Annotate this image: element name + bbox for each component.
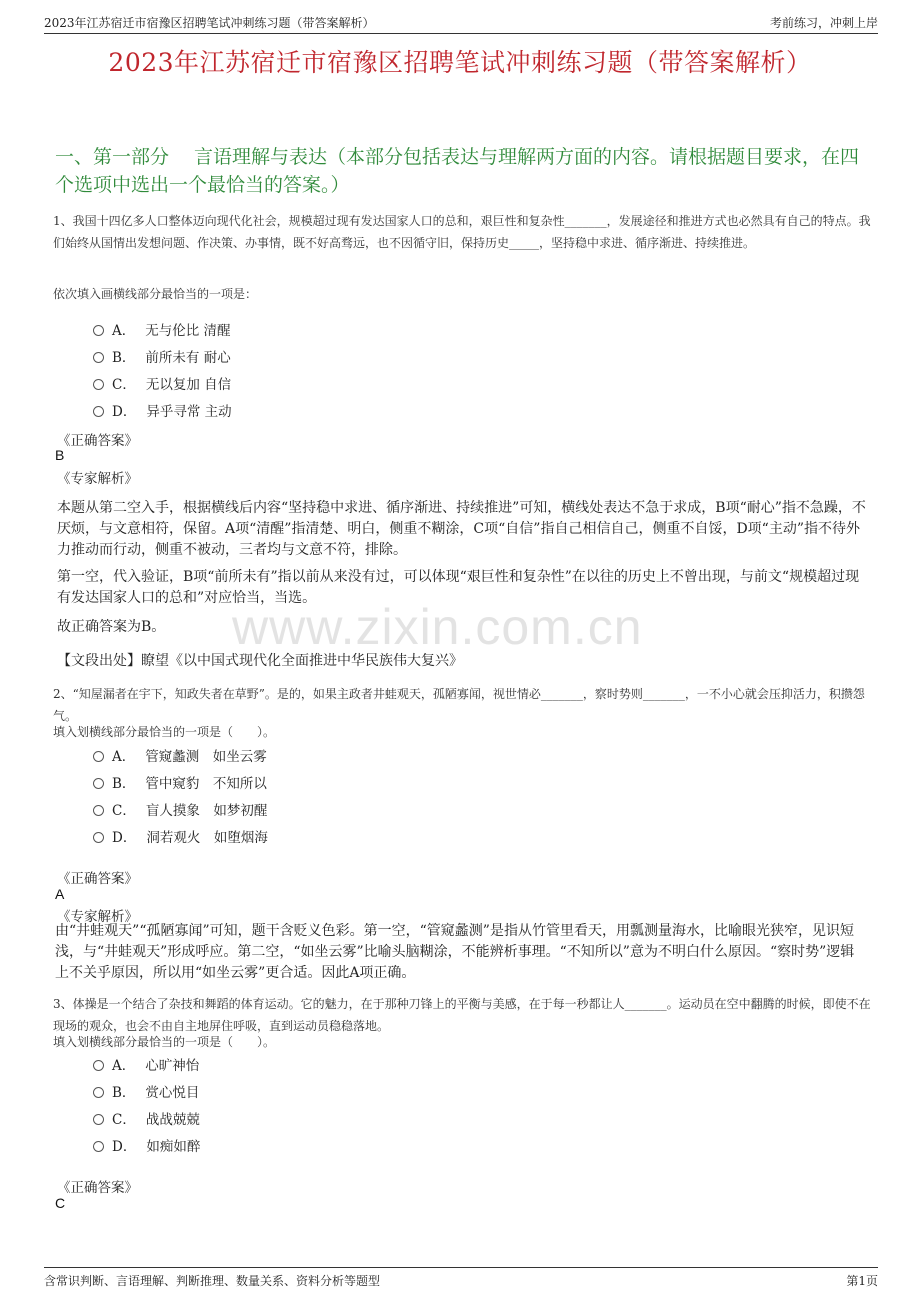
question-3-options [93,1050,200,1158]
option-text: 无以复加 自信 [145,376,232,393]
analysis-label: 《专家解析》 [57,471,138,487]
page-footer [44,1267,878,1289]
analysis-paragraph: 第一空，代入验证，B项“前所未有”指以前从来没有过，可以体现“艰巨性和复杂性”在以往的历史上不曾出现，与前文“规模超过现有发达国家人口的总和”对应恰当，当选。 [57,569,860,606]
page-header [44,12,878,34]
option-b[interactable] [93,768,268,795]
option-text: 盲人摸象 如梦初醒 [145,802,268,819]
radio-icon[interactable] [93,751,104,762]
header-slogan: 考前练习，冲刺上岸 [769,16,878,30]
option-text: 前所未有 耐心 [145,349,231,366]
option-letter: C． [112,376,136,393]
option-c[interactable] [93,1104,200,1131]
option-letter: D． [112,1138,137,1155]
option-letter: A． [112,1057,136,1074]
header-doc-title: 2023年江苏宿迁市宿豫区招聘笔试冲刺练习题（带答案解析） [44,16,375,30]
radio-icon[interactable] [93,832,104,843]
radio-icon[interactable] [93,1141,104,1152]
option-a[interactable] [93,315,232,342]
watermark: www.zixin.com.cn [232,599,643,655]
option-text: 如痴如醉 [146,1138,201,1155]
question-1-options [93,315,232,423]
option-text: 战战兢兢 [145,1111,200,1128]
option-text: 无与伦比 清醒 [145,322,231,339]
radio-icon[interactable] [93,1114,104,1125]
option-text: 心旷神怡 [145,1057,200,1074]
option-text: 赏心悦目 [145,1084,200,1101]
option-c[interactable] [93,369,232,396]
answer-value: A [55,886,65,902]
radio-icon[interactable] [93,1060,104,1071]
analysis-label: 《专家解析》 [57,909,138,925]
option-b[interactable] [93,342,232,369]
option-d[interactable] [93,396,232,423]
analysis-source: 【文段出处】瞭望《以中国式现代化全面推进中华民族伟大复兴》 [57,653,463,669]
option-text: 洞若观火 如堕烟海 [146,829,268,846]
option-letter: A． [112,322,136,339]
option-letter: B． [112,349,136,366]
option-text: 管窥蠡测 如坐云雾 [145,748,267,765]
answer-value: C [55,1195,66,1211]
question-1-text: 1、我国十四亿多人口整体迈向现代化社会，规模超过现有发达国家人口的总和，艰巨性和复杂性_______，发展途径和推进方式也必然具有自己的特点。我们始终从国情出发想问题、作决策、办事情，既不好高骛远，也不因循守旧，保持历史_____，坚持稳中求进、循序渐进、持续推进。 [53,214,871,250]
option-letter: D． [112,403,137,420]
question-2-text: 2、“知屋漏者在宇下，知政失者在草野”。是的，如果主政者井蛙观天，孤陋寡闻，视世情必_______，察时势则_______，一不小心就会压抑活力，积攒怨气。 [53,687,865,723]
radio-icon[interactable] [93,805,104,816]
answer-label: 《正确答案》 [57,1180,138,1196]
radio-icon[interactable] [93,406,104,417]
option-b[interactable] [93,1077,200,1104]
option-text: 管中窥豹 不知所以 [145,775,267,792]
option-letter: C． [112,1111,136,1128]
section-heading: 一、第一部分 言语理解与表达（本部分包括表达与理解两方面的内容。请根据题目要求，在四个选项中选出一个最恰当的答案。） [55,146,860,196]
radio-icon[interactable] [93,1087,104,1098]
analysis-conclusion: 故正确答案为B。 [57,619,166,635]
answer-value: B [55,447,65,463]
analysis-paragraph: 由“井蛙观天”“孤陋寡闻”可知，题干含贬义色彩。第一空，“管窥蠡测”是指从竹管里看天，用瓢测量海水，比喻眼光狭窄，见识短浅，与“井蛙观天”形成呼应。第二空，“如坐云雾”比喻头脑糊涂，不能辨析事理。“不知所以”意为不明白什么原因。“察时势”逻辑上不关乎原因，所以用“如坐云雾”更合适。因此A项正确。 [55,923,855,981]
analysis-paragraph: 本题从第二空入手，根据横线后内容“坚持稳中求进、循序渐进、持续推进”可知，横线处表达不急于求成，B项“耐心”指不急躁，不厌烦，与文意相符，保留。A项“清醒”指清楚、明白，侧重不糊涂，C项“自信”指自己相信自己，侧重不自馁，D项“主动”指不待外力推动而行动，侧重不被动，三者均与文意不符，排除。 [57,500,866,558]
answer-label: 《正确答案》 [57,433,138,449]
question-2-options [93,741,268,849]
option-a[interactable] [93,741,268,768]
document-title: 2023年江苏宿迁市宿豫区招聘笔试冲刺练习题（带答案解析） [108,48,812,77]
question-1-prompt: 依次填入画横线部分最恰当的一项是： [53,287,258,301]
option-a[interactable] [93,1050,200,1077]
option-d[interactable] [93,1131,200,1158]
radio-icon[interactable] [93,325,104,336]
answer-label: 《正确答案》 [57,871,138,887]
footer-description: 含常识判断、言语理解、判断推理、数量关系、资料分析等题型 [44,1274,381,1288]
page-number: 第1页 [846,1274,878,1288]
question-3-text: 3、体操是一个结合了杂技和舞蹈的体育运动。它的魅力，在于那种刀锋上的平衡与美感，在于每一秒都让人_______。运动员在空中翻腾的时候，即使不在现场的观众，也会不由自主地屏住呼吸，直到运动员稳稳落地。 [53,997,871,1033]
option-c[interactable] [93,795,268,822]
option-text: 异乎寻常 主动 [146,403,232,420]
option-d[interactable] [93,822,268,849]
option-letter: B． [112,1084,136,1101]
radio-icon[interactable] [93,778,104,789]
radio-icon[interactable] [93,352,104,363]
option-letter: B． [112,775,136,792]
option-letter: D． [112,829,137,846]
radio-icon[interactable] [93,379,104,390]
question-2-prompt: 填入划横线部分最恰当的一项是（ ）。 [53,725,276,739]
option-letter: C． [112,802,136,819]
question-3-prompt: 填入划横线部分最恰当的一项是（ ）。 [53,1035,276,1049]
option-letter: A． [112,748,136,765]
